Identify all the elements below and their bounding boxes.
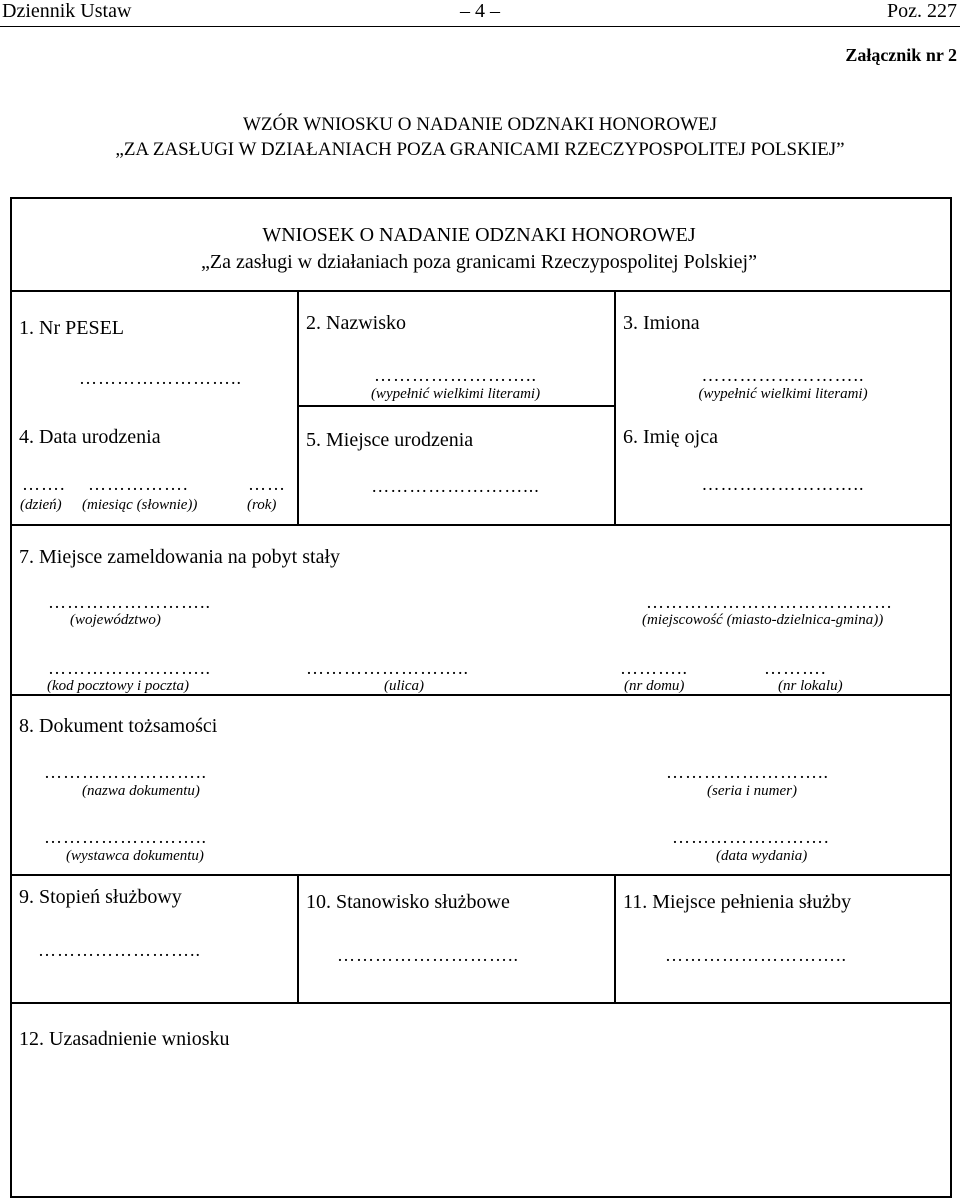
field-rank-label: 9. Stopień służbowy <box>19 886 182 908</box>
field-street-hint: (ulica) <box>384 678 424 694</box>
field-document-name-hint: (nazwa dokumentu) <box>82 783 200 799</box>
field-id-document-label: 8. Dokument tożsamości <box>19 715 218 737</box>
field-issue-date-input[interactable]: ……………………. <box>672 827 830 847</box>
rule-after-title <box>10 290 952 292</box>
field-surname-hint: (wypełnić wielkimi literami) <box>370 386 541 402</box>
field-pesel-label: 1. Nr PESEL <box>19 317 124 339</box>
field-service-place-input[interactable]: ……………………….. <box>665 945 847 965</box>
field-birthdate-label: 4. Data urodzenia <box>19 426 161 448</box>
field-names-input[interactable]: …………………….. <box>701 365 865 385</box>
field-house-number-hint: (nr domu) <box>624 678 685 694</box>
rule-after-document <box>10 874 952 876</box>
field-voivodeship-hint: (województwo) <box>70 612 161 628</box>
field-series-number-input[interactable]: …………………….. <box>666 762 829 782</box>
field-birth-year-hint: (rok) <box>247 497 277 513</box>
col-divider-2-bottom <box>614 874 616 1002</box>
field-father-name-label: 6. Imię ojca <box>623 426 718 448</box>
field-justification-label: 12. Uzasadnienie wniosku <box>19 1028 230 1050</box>
field-birthplace-label: 5. Miejsce urodzenia <box>306 429 474 451</box>
field-street-input[interactable]: …………………….. <box>306 658 469 678</box>
field-birth-day-hint: (dzień) <box>20 497 62 513</box>
field-residence-label: 7. Miejsce zameldowania na pobyt stały <box>19 546 341 568</box>
field-birth-day-input[interactable]: ……. <box>22 474 66 494</box>
field-position-label: 10. Stanowisko służbowe <box>306 891 510 913</box>
field-house-number-input[interactable]: ……….. <box>620 658 688 678</box>
field-issuer-input[interactable]: …………………….. <box>44 827 207 847</box>
field-position-input[interactable]: ……………………….. <box>337 945 519 965</box>
field-flat-number-hint: (nr lokalu) <box>778 678 843 694</box>
field-surname-label: 2. Nazwisko <box>306 312 406 334</box>
field-pesel-input[interactable]: …………………….. <box>79 368 242 388</box>
journal-name: Dziennik Ustaw <box>2 0 132 22</box>
field-document-name-input[interactable]: …………………….. <box>44 762 207 782</box>
form-title-line1: WNIOSEK O NADANIE ODZNAKI HONOROWEJ <box>262 224 696 246</box>
rule-after-row2 <box>10 524 952 526</box>
field-surname-input[interactable]: …………………….. <box>374 365 537 385</box>
field-locality-hint: (miejscowość (miasto-dzielnica-gmina)) <box>642 612 884 628</box>
attachment-label: Załącznik nr 2 <box>845 45 957 65</box>
header-rule <box>0 26 960 27</box>
field-service-place-label: 11. Miejsce pełnienia służby <box>623 891 852 913</box>
document-title-line2: „ZA ZASŁUGI W DZIAŁANIACH POZA GRANICAMI RZECZYPOSPOLITEJ POLSKIEJ” <box>115 139 845 160</box>
field-rank-input[interactable]: …………………….. <box>38 940 201 960</box>
field-names-label: 3. Imiona <box>623 312 700 334</box>
field-voivodeship-input[interactable]: …………………….. <box>48 592 211 612</box>
field-issuer-hint: (wystawca dokumentu) <box>66 848 204 864</box>
field-postal-input[interactable]: …………………….. <box>48 658 211 678</box>
field-birth-month-hint: (miesiąc (słownie)) <box>82 497 198 513</box>
field-birthplace-input[interactable]: ……………………... <box>371 476 540 496</box>
field-flat-number-input[interactable]: ………. <box>764 658 827 678</box>
field-issue-date-hint: (data wydania) <box>716 848 808 864</box>
rule-row1-mid <box>297 405 614 407</box>
col-divider-1-bottom <box>297 874 299 1002</box>
form-title-line2: „Za zasługi w działaniach poza granicami Rzeczypospolitej Polskiej” <box>201 251 757 273</box>
field-series-number-hint: (seria i numer) <box>707 783 797 799</box>
field-locality-input[interactable]: ………………………………… <box>646 592 893 612</box>
field-father-name-input[interactable]: …………………….. <box>701 474 865 494</box>
field-justification-area[interactable] <box>12 1060 950 1194</box>
field-birth-month-input[interactable]: ……………. <box>88 474 189 494</box>
page-number: – 4 – <box>460 0 500 22</box>
document-title-line1: WZÓR WNIOSKU O NADANIE ODZNAKI HONOROWEJ <box>242 114 718 135</box>
field-birth-year-input[interactable]: …… <box>248 474 286 494</box>
position-number: Poz. 227 <box>887 0 957 22</box>
field-names-hint: (wypełnić wielkimi literami) <box>698 386 868 402</box>
rule-after-service <box>10 1002 952 1004</box>
field-postal-hint: (kod pocztowy i poczta) <box>47 678 190 694</box>
